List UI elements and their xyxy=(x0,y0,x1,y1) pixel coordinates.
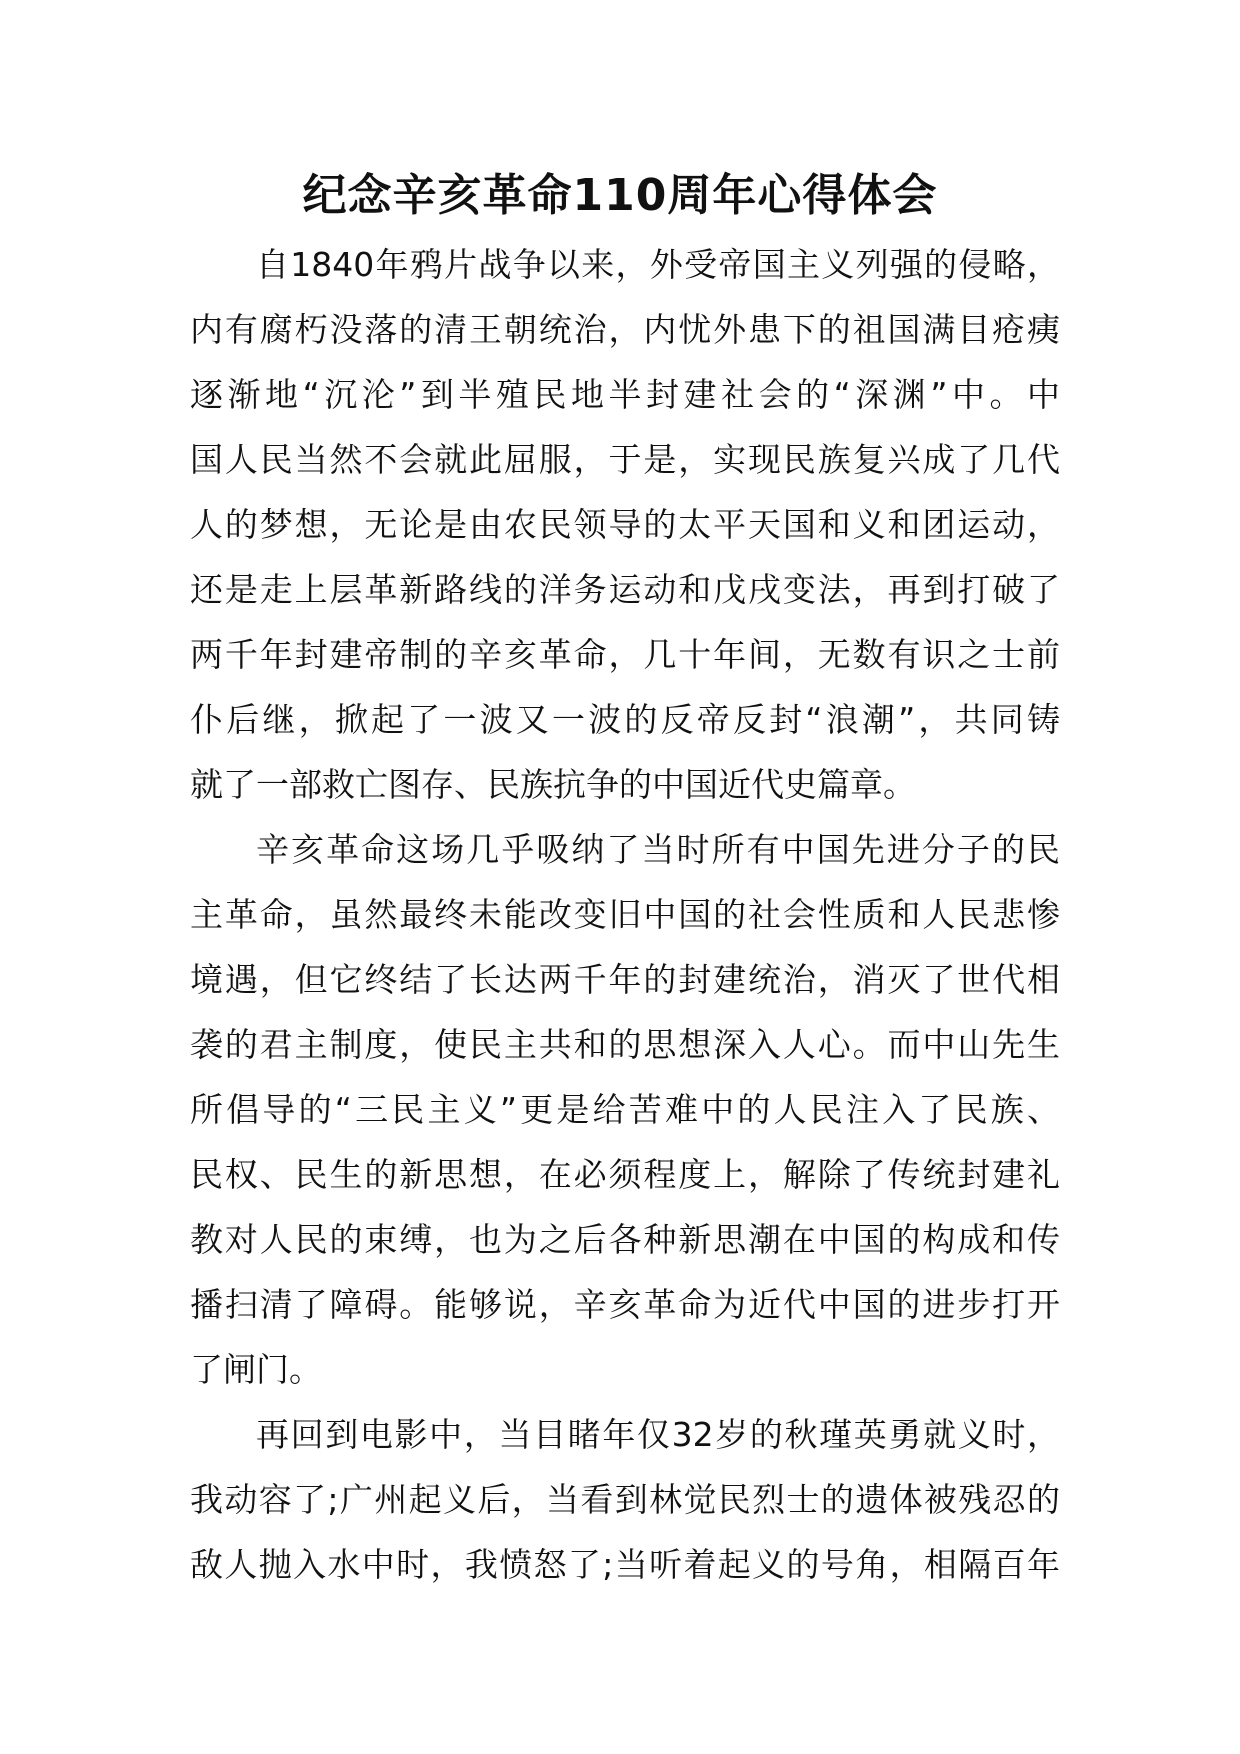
document-title: 纪念辛亥革命110周年心得体会 xyxy=(302,170,938,221)
text-line: 国人民当然不会就此屈服，于是，实现民族复兴成了几代 xyxy=(190,440,1060,479)
text-line: 逐渐地“沉沦”到半殖民地半封建社会的“深渊”中。中 xyxy=(190,375,1060,414)
text-line: 境遇，但它终结了长达两千年的封建统治，消灭了世代相 xyxy=(190,960,1060,999)
text-line: 自1840年鸦片战争以来，外受帝国主义列强的侵略， xyxy=(256,245,1060,284)
paragraph-2 xyxy=(190,817,1060,1402)
text-line: 辛亥革命这场几乎吸纳了当时所有中国先进分子的民 xyxy=(256,830,1060,869)
text-line: 内有腐朽没落的清王朝统治，内忧外患下的祖国满目疮痍 xyxy=(190,310,1060,349)
text-line: 再回到电影中，当目睹年仅32岁的秋瑾英勇就义时， xyxy=(256,1415,1060,1454)
text-line: 播扫清了障碍。能够说，辛亥革命为近代中国的进步打开 xyxy=(190,1285,1060,1324)
text-line: 袭的君主制度，使民主共和的思想深入人心。而中山先生 xyxy=(190,1025,1060,1064)
text-line: 主革命，虽然最终未能改变旧中国的社会性质和人民悲惨 xyxy=(190,895,1060,934)
text-line: 还是走上层革新路线的洋务运动和戊戌变法，再到打破了 xyxy=(190,570,1060,609)
text-line: 教对人民的束缚，也为之后各种新思潮在中国的构成和传 xyxy=(190,1220,1060,1259)
text-line: 民权、民生的新思想，在必须程度上，解除了传统封建礼 xyxy=(190,1155,1060,1194)
text-line: 我动容了;广州起义后，当看到林觉民烈士的遗体被残忍的 xyxy=(190,1480,1060,1519)
paragraph-3 xyxy=(190,1402,1060,1597)
text-line: 人的梦想，无论是由农民领导的太平天国和义和团运动， xyxy=(190,505,1060,544)
text-line: 两千年封建帝制的辛亥革命，几十年间，无数有识之士前 xyxy=(190,635,1060,674)
text-line: 就了一部救亡图存、民族抗争的中国近代史篇章。 xyxy=(190,765,916,804)
document-body xyxy=(190,232,1060,1597)
text-line: 所倡导的“三民主义”更是给苦难中的人民注入了民族、 xyxy=(190,1090,1060,1129)
text-line: 仆后继，掀起了一波又一波的反帝反封“浪潮”，共同铸 xyxy=(190,700,1060,739)
text-line: 敌人抛入水中时，我愤怒了;当听着起义的号角，相隔百年 xyxy=(190,1545,1060,1584)
paragraph-1 xyxy=(190,232,1060,817)
text-line: 了闸门。 xyxy=(190,1350,322,1389)
